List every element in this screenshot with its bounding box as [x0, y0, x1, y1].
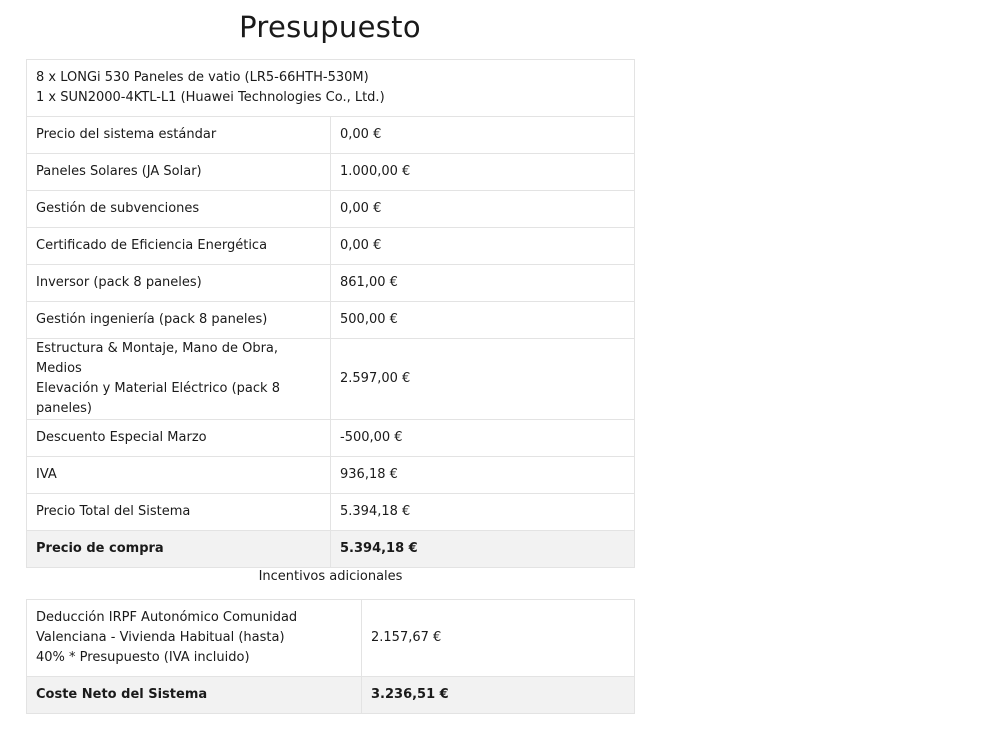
item-value: 936,18 € [331, 457, 635, 494]
item-value: 861,00 € [331, 265, 635, 302]
table-row [27, 494, 635, 531]
incentive-label-line: Deducción IRPF Autonómico Comunidad [36, 610, 298, 625]
incentive-value: 2.157,67 € [362, 600, 635, 677]
page-title: Presupuesto [239, 10, 421, 44]
net-cost-row [27, 677, 635, 714]
table-row [27, 339, 635, 420]
system-description-row [27, 60, 635, 117]
item-value: 0,00 € [331, 191, 635, 228]
item-value: -500,00 € [331, 420, 635, 457]
item-label: Precio del sistema estándar [27, 117, 331, 154]
table-row [27, 265, 635, 302]
item-label: Paneles Solares (JA Solar) [27, 154, 331, 191]
net-cost-label: Coste Neto del Sistema [27, 677, 362, 714]
table-row [27, 600, 635, 677]
system-panels-line: 8 x LONGi 530 Paneles de vatio (LR5-66HTH-530M) [36, 70, 369, 85]
purchase-price-row [27, 531, 635, 568]
table-row [27, 457, 635, 494]
item-label: Gestión de subvenciones [27, 191, 331, 228]
item-value: 0,00 € [331, 117, 635, 154]
item-value: 5.394,18 € [331, 494, 635, 531]
item-label-line: Estructura & Montaje, Mano de Obra, Medios [36, 341, 279, 376]
item-label: Gestión ingeniería (pack 8 paneles) [27, 302, 331, 339]
purchase-price-value: 5.394,18 € [331, 531, 635, 568]
item-label [27, 339, 331, 420]
item-label: Certificado de Eficiencia Energética [27, 228, 331, 265]
system-inverter-line: 1 x SUN2000-4KTL-L1 (Huawei Technologies Co., Ltd.) [36, 90, 385, 105]
table-row [27, 154, 635, 191]
incentive-label-line: Valenciana - Vivienda Habitual (hasta) [36, 630, 285, 645]
item-value: 2.597,00 € [331, 339, 635, 420]
table-row [27, 228, 635, 265]
table-row [27, 302, 635, 339]
incentive-label [27, 600, 362, 677]
item-label: Descuento Especial Marzo [27, 420, 331, 457]
item-label-line: Elevación y Material Eléctrico (pack 8 paneles) [36, 381, 280, 416]
incentives-table [26, 599, 635, 714]
item-label: Inversor (pack 8 paneles) [27, 265, 331, 302]
table-row [27, 420, 635, 457]
incentive-label-line: 40% * Presupuesto (IVA incluido) [36, 650, 250, 665]
item-value: 1.000,00 € [331, 154, 635, 191]
table-row [27, 117, 635, 154]
item-label: IVA [27, 457, 331, 494]
item-value: 500,00 € [331, 302, 635, 339]
item-value: 0,00 € [331, 228, 635, 265]
incentives-heading: Incentivos adicionales [258, 569, 403, 584]
purchase-price-label: Precio de compra [27, 531, 331, 568]
table-row [27, 191, 635, 228]
item-label: Precio Total del Sistema [27, 494, 331, 531]
net-cost-value: 3.236,51 € [362, 677, 635, 714]
budget-table [26, 59, 635, 568]
system-description [27, 60, 635, 117]
